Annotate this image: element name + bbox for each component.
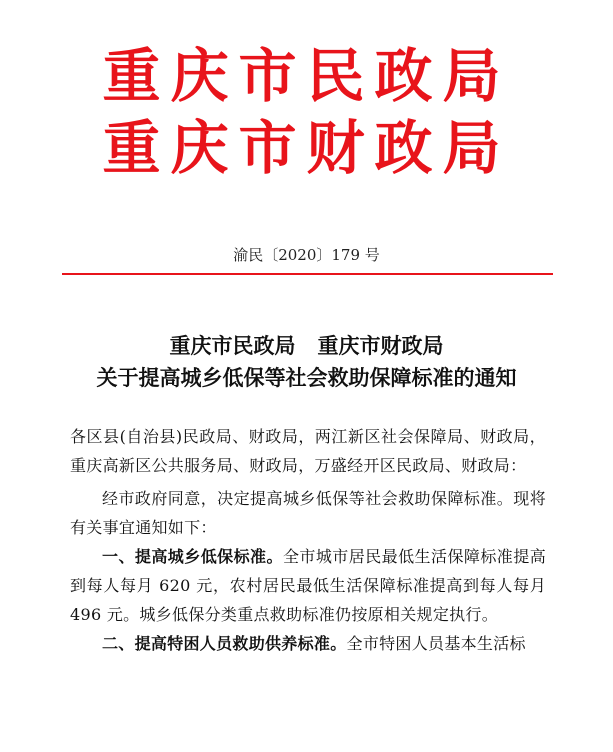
section-2-text: 全市特困人员基本生活标 xyxy=(346,634,526,653)
letterhead-line-finance: 重庆市财政局 xyxy=(102,114,511,182)
title-issuer-a: 重庆市民政局 xyxy=(169,334,296,358)
letterhead-line-civil-affairs: 重庆市民政局 xyxy=(102,42,511,110)
addressees-paragraph: 各区县(自治县)民政局、财政局，两江新区社会保障局、财政局，重庆高新区公共服务局、财政局，万盛经开区民政局、财政局： xyxy=(70,427,546,475)
document-number: 渝民〔2020〕179 号 xyxy=(233,246,380,264)
title-issuer-b: 重庆市财政局 xyxy=(317,334,444,358)
section-2-paragraph xyxy=(70,629,546,658)
document-body xyxy=(70,422,546,658)
title-subject: 关于提高城乡低保等社会救助保障标准的通知 xyxy=(96,366,517,390)
red-divider-line xyxy=(62,273,553,275)
section-1-heading: 一、提高城乡低保标准。 xyxy=(102,547,283,566)
section-2-heading: 二、提高特困人员救助供养标准。 xyxy=(102,634,347,653)
section-1-paragraph xyxy=(70,542,546,629)
title-issuers xyxy=(0,330,613,362)
intro-paragraph: 经市政府同意，决定提高城乡低保等社会救助保障标准。现将有关事宜通知如下： xyxy=(70,489,546,537)
document-title xyxy=(0,330,613,394)
issuer-letterhead xyxy=(0,40,613,184)
section-1-text: 全市城市居民最低生活保障标准提高到每人每月 620 元，农村居民最低生活保障标准提高到每人每月 496 元。城乡低保分类重点救助标准仍按原相关规定执行。 xyxy=(70,547,546,624)
